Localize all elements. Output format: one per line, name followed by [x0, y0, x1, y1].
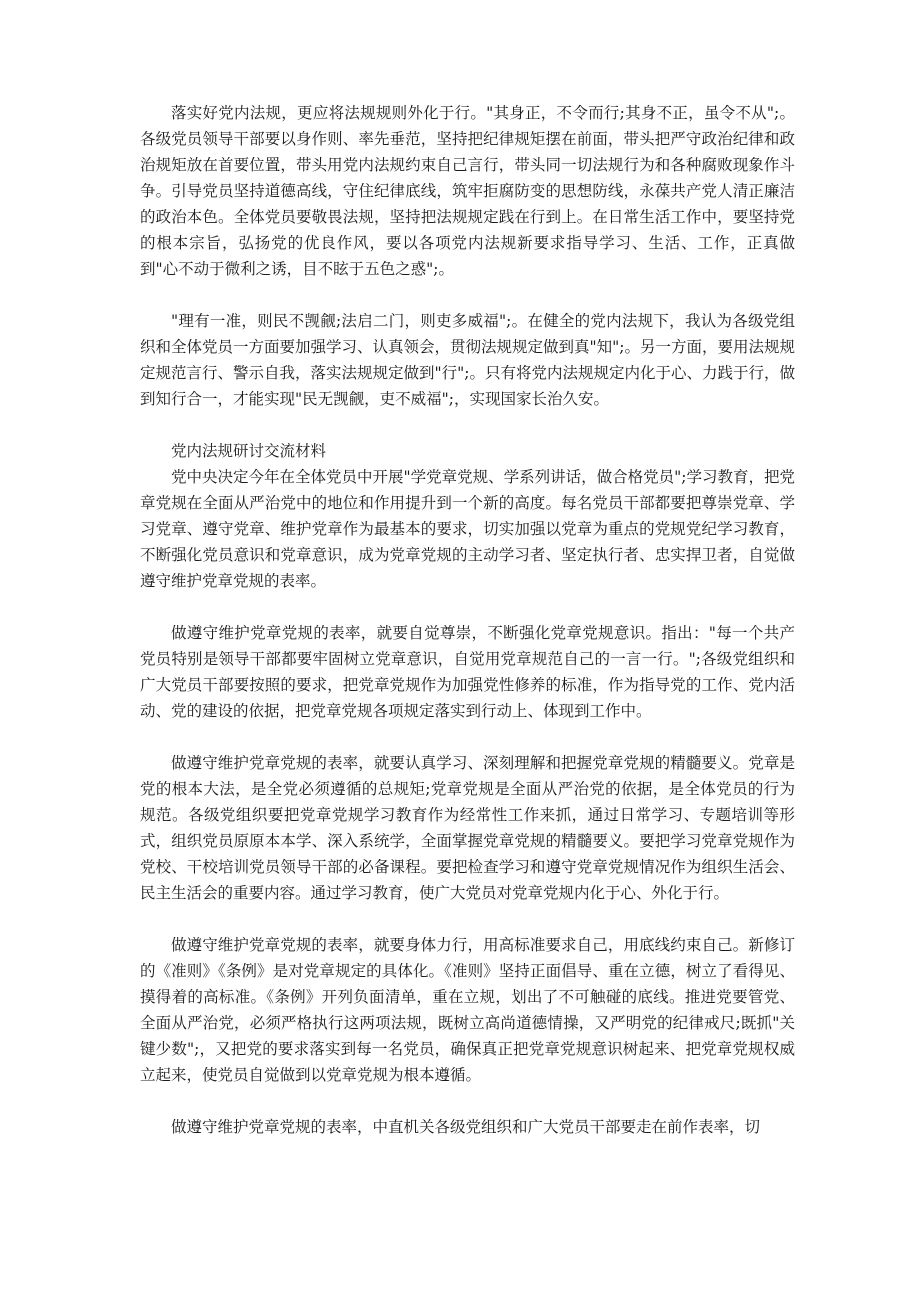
section-paragraph-2: 做遵守维护党章党规的表率，就要自觉尊崇，不断强化党章党规意识。指出："每一个共产党员特别是领导干部都要牢固树立党章意识，自觉用党章规范自己的一言一行。";各级党组织和广大党员干部要按照的要求，把党章党规作为加强党性修养的标准，作为指导党的工作、党内活动、党的建设的依据，把党章党规各项规定落实到行动上、体现到工作中。 [140, 624, 795, 720]
paragraph-2: "理有一准，则民不觊觎;法启二门，则吏多威福";。在健全的党内法规下，我认为各级党组织和全体党员一方面要加强学习、认真领会，贯彻法规规定做到真"知";。另一方面，要用法规规定规范言行、警示自我，落实法规规定做到"行";。只有将党内法规规定内化于心、力践于行，做到知行合一，才能实现"民无觊觎，吏不威福";，实现国家长治久安。 [140, 312, 795, 408]
section-paragraph-3: 做遵守维护党章党规的表率，就要认真学习、深刻理解和把握党章党规的精髓要义。党章是党的根本大法，是全党必须遵循的总规矩;党章党规是全面从严治党的依据，是全体党员的行为规范。各级党组织要把党章党规学习教育作为经常性工作来抓，通过日常学习、专题培训等形式，组织党员原原本本学、深入系统学，全面掌握党章党规的精髓要义。要把学习党章党规作为党校、干校培训党员领导干部的必备课程。要把检查学习和遵守党章党规情况作为组织生活会、民主生活会的重要内容。通过学习教育，使广大党员对党章党规内化于心、外化于行。 [140, 754, 795, 902]
document-page [140, 100, 795, 1140]
section-paragraph-4: 做遵守维护党章党规的表率，就要身体力行，用高标准要求自己，用底线约束自己。新修订的《准则》《条例》是对党章规定的具体化。《准则》坚持正面倡导、重在立德，树立了看得见、摸得着的高标准。《条例》开列负面清单，重在立规，划出了不可触碰的底线。推进党要管党、全面从严治党，必须严格执行这两项法规，既树立高尚道德情操，又严明党的纪律戒尺;既抓"关键少数";，又把党的要求落实到每一名党员，确保真正把党章党规意识树起来、把党章党规权威立起来，使党员自觉做到以党章党规为根本遵循。 [140, 936, 795, 1084]
section-paragraph-1: 党中央决定今年在全体党员中开展"学党章党规、学系列讲话，做合格党员";学习教育，把党章党规在全面从严治党中的地位和作用提升到一个新的高度。每名党员干部都要把尊崇党章、学习党章、遵守党章、维护党章作为最基本的要求，切实加强以党章为重点的党规党纪学习教育，不断强化党员意识和党章意识，成为党章党规的主动学习者、坚定执行者、忠实捍卫者，自觉做遵守维护党章党规的表率。 [140, 468, 795, 590]
section-paragraph-5: 做遵守维护党章党规的表率，中直机关各级党组织和广大党员干部要走在前作表率，切 [171, 1118, 761, 1136]
paragraph-1: 落实好党内法规，更应将法规规则外化于行。"其身正，不令而行;其身不正，虽令不从";。各级党员领导干部要以身作则、率先垂范，坚持把纪律规矩摆在前面，带头把严守政治纪律和政治规矩放在首要位置，带头用党内法规约束自己言行，带头同一切法规行为和各种腐败现象作斗争。引导党员坚持道德高线，守住纪律底线，筑牢拒腐防变的思想防线，永葆共产党人清正廉洁的政治本色。全体党员要敬畏法规，坚持把法规规定践在行到上。在日常生活工作中，要坚持党的根本宗旨，弘扬党的优良作风，要以各项党内法规新要求指导学习、生活、工作，正真做到"心不动于微利之诱，目不眩于五色之惑";。 [140, 104, 795, 278]
section-title: 党内法规研讨交流材料 [171, 442, 327, 460]
